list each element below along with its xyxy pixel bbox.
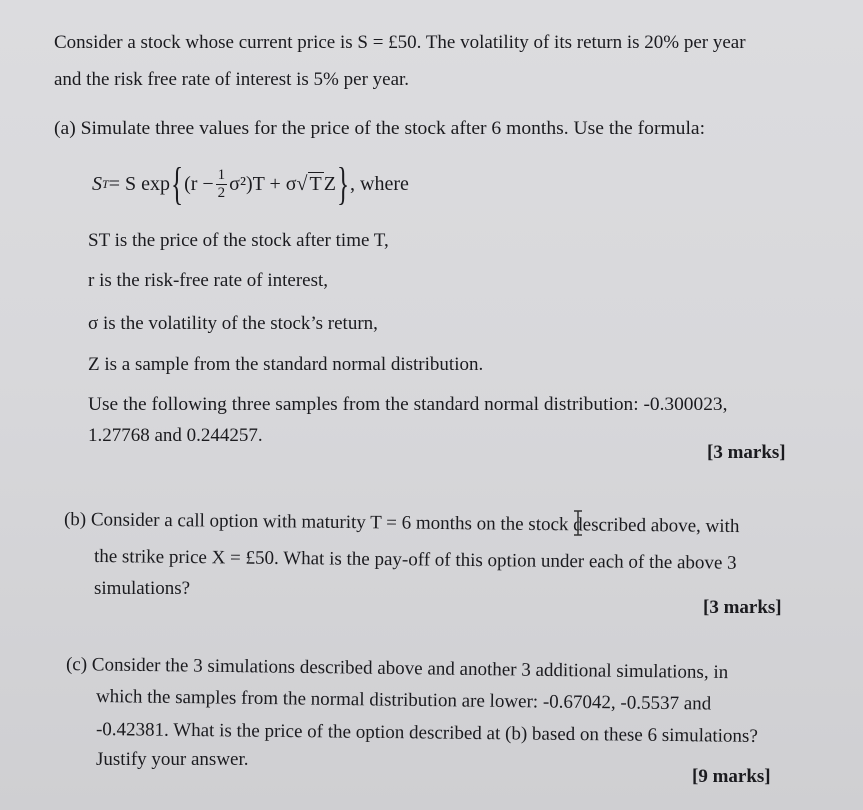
fraction-denominator: 2 <box>217 184 226 201</box>
right-brace-symbol: } <box>336 158 350 209</box>
part-b-line-2: the strike price X = £50. What is the pay-off of this option under each of the above 3 <box>93 546 737 574</box>
sqrt-argument: T <box>309 173 322 195</box>
part-c-line-4: Justify your answer. <box>96 749 249 770</box>
samples-line-2: 1.27768 and 0.244257. <box>88 425 263 446</box>
definition-st: ST is the price of the stock after time T, <box>88 230 389 251</box>
fraction-numerator: 1 <box>217 167 226 183</box>
formula-z: Z <box>323 172 336 195</box>
formula-eq: = S exp <box>108 172 170 195</box>
formula-lhs-subscript: T <box>102 176 109 191</box>
formula-sqrt <box>297 172 324 196</box>
samples-line-1: Use the following three samples from the standard normal distribution: -0.300023, <box>88 394 728 415</box>
part-c-line-2: which the samples from the normal distribution are lower: -0.67042, -0.5537 and <box>95 686 712 715</box>
part-b-line-1: (b) Consider a call option with maturity T = 6 months on the stock described above, with <box>63 509 740 538</box>
formula-where: , where <box>350 172 409 195</box>
stock-price-formula <box>92 150 409 218</box>
part-c-line-3: -0.42381. What is the price of the option described at (b) based on these 6 simulations? <box>95 719 758 747</box>
part-b-marks: [3 marks] <box>703 597 782 618</box>
definition-sigma: σ is the volatility of the stock’s return, <box>88 313 378 334</box>
formula-lhs: S <box>92 172 102 195</box>
part-a-marks: [3 marks] <box>707 442 786 463</box>
part-c-marks: [9 marks] <box>692 766 771 787</box>
sqrt-symbol: √ <box>296 173 308 195</box>
intro-line-2: and the risk free rate of interest is 5% per year. <box>54 69 410 90</box>
formula-sigma-term: σ²)T + σ <box>229 172 297 195</box>
text-cursor-icon <box>572 510 584 536</box>
intro-line-1: Consider a stock whose current price is S = £50. The volatility of its return is 20% per year <box>54 32 746 53</box>
part-b-line-3: simulations? <box>94 578 191 599</box>
definition-r: r is the risk-free rate of interest, <box>88 270 329 291</box>
part-c-line-1: (c) Consider the 3 simulations described above and another 3 additional simulations, in <box>65 654 729 684</box>
left-brace-symbol: { <box>170 158 184 209</box>
definition-z: Z is a sample from the standard normal distribution. <box>88 354 484 375</box>
part-a-question: (a) Simulate three values for the price of the stock after 6 months. Use the formula: <box>54 118 706 139</box>
formula-fraction <box>216 167 228 201</box>
formula-open: (r − <box>184 172 214 195</box>
